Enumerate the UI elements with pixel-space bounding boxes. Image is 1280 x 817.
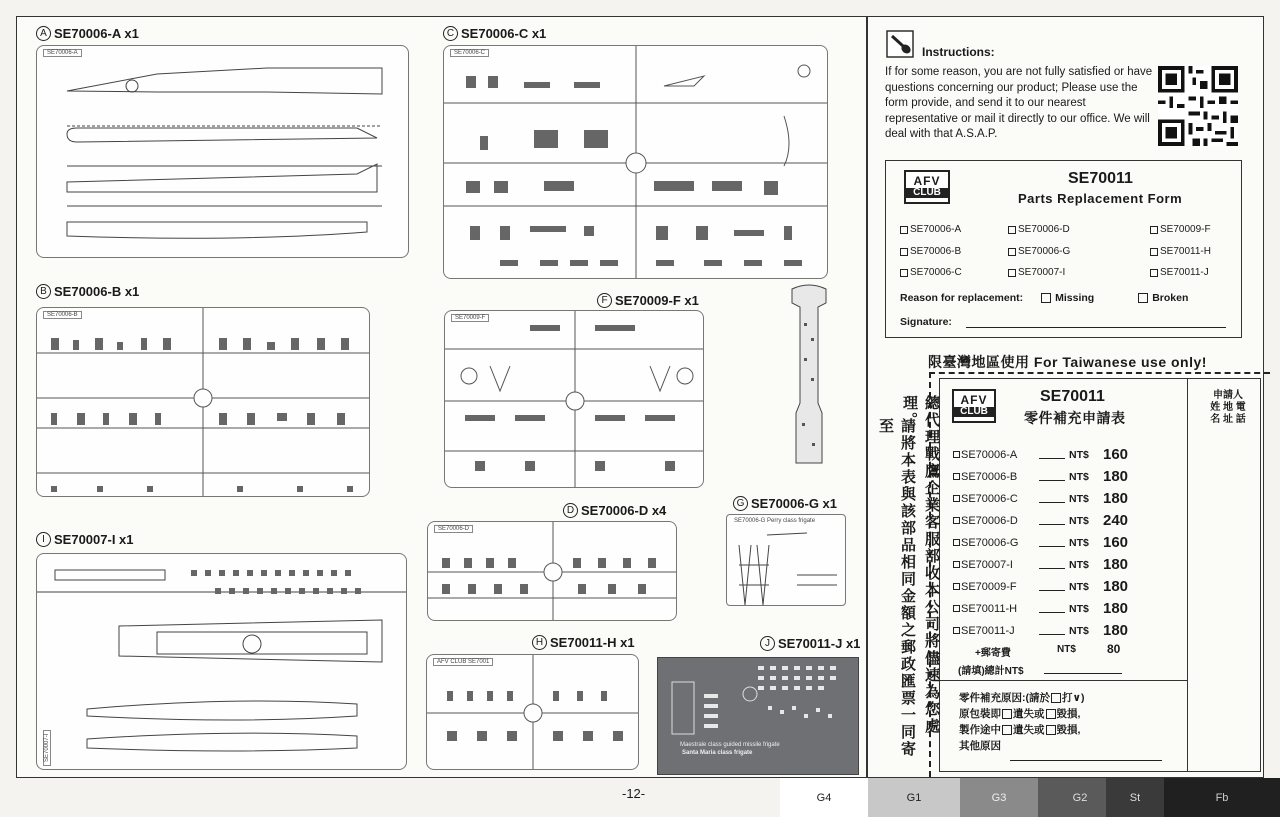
page-number: -12- xyxy=(622,786,646,801)
price-row-checkbox[interactable] xyxy=(953,605,960,612)
section-c-circle: C xyxy=(443,26,458,41)
price-row-currency: NT$ xyxy=(1069,536,1089,549)
price-row xyxy=(953,622,1128,639)
instructions-body: If for some reason, you are not fully satisfied or have questions concerning our product; Please use the form provide, and send it to our nearest representative or mail it directly to our office. We will deal with that A.S.A.P. xyxy=(885,66,1153,140)
color-tab: St xyxy=(1106,778,1164,817)
checkbox-label: SE70007-I xyxy=(1018,267,1066,278)
section-j-label xyxy=(760,636,860,651)
checkbox-box[interactable] xyxy=(900,226,908,234)
price-row-checkbox[interactable] xyxy=(953,451,960,458)
chinese-form-hdivider xyxy=(939,680,1187,681)
price-row-checkbox[interactable] xyxy=(953,473,960,480)
sprue-g-drawing xyxy=(727,515,846,606)
checkbox-se70006-d[interactable] xyxy=(1008,224,1070,235)
decal-sheet-drawing xyxy=(658,658,860,776)
price-row-value: 180 xyxy=(1103,600,1129,617)
sprue-d xyxy=(427,521,677,621)
checkbox-box[interactable] xyxy=(1150,226,1158,234)
cn-reason-row-2 xyxy=(959,722,1080,737)
color-tab: G3 xyxy=(960,778,1038,817)
cn-reason-title: 零件補充原因:(請於 xyxy=(959,692,1050,704)
price-row xyxy=(953,556,1128,573)
applicant-fields-2: 名 址 話 xyxy=(1210,414,1246,425)
reason-label: Reason for replacement: xyxy=(900,292,1024,304)
price-row-qty-field[interactable] xyxy=(1039,560,1065,569)
price-row-currency: NT$ xyxy=(1069,602,1089,615)
price-row-value: 180 xyxy=(1103,622,1129,639)
logo-bottom-text: CLUB xyxy=(906,188,948,198)
checkbox-label: SE70006-B xyxy=(910,246,962,257)
price-row-value: 180 xyxy=(1103,556,1129,573)
checkbox-se70006-g[interactable] xyxy=(1008,246,1070,257)
checkbox-box[interactable] xyxy=(1008,226,1016,234)
price-row-value: 180 xyxy=(1103,468,1129,485)
price-row-checkbox[interactable] xyxy=(953,627,960,634)
section-f-title: SE70009-F x1 xyxy=(615,293,699,308)
cn-reason-1b: 遺失或 xyxy=(1013,708,1045,720)
price-row-value: 240 xyxy=(1103,512,1129,529)
decal-sheet-j xyxy=(657,657,859,775)
price-row xyxy=(953,468,1128,485)
sprue-a-drawing xyxy=(37,46,409,258)
section-f-label xyxy=(597,293,699,308)
sprue-b-drawing xyxy=(37,308,370,497)
applicant-info xyxy=(1198,390,1258,426)
price-row-code: SE70011-H xyxy=(961,602,1018,615)
chinese-form-divider xyxy=(1187,378,1188,772)
sprue-d-tag: SE70006-D xyxy=(434,525,473,533)
section-b-circle: B xyxy=(36,284,51,299)
qr-code xyxy=(1158,66,1238,146)
signature-row xyxy=(900,316,952,328)
price-row-currency: NT$ xyxy=(1069,492,1089,505)
reason-row xyxy=(900,292,1188,304)
cn-reason-1c: 毀損, xyxy=(1056,708,1081,720)
price-row-qty-field[interactable] xyxy=(1039,516,1065,525)
sprue-c xyxy=(443,45,828,279)
sprue-b-tag: SE70006-B xyxy=(43,311,82,319)
section-j-title: SE70011-J x1 xyxy=(778,636,861,651)
color-tab: G4 xyxy=(780,778,868,817)
color-tab: G1 xyxy=(868,778,960,817)
price-row-qty-field[interactable] xyxy=(1039,626,1065,635)
tower-part-drawing xyxy=(786,283,832,471)
section-b-label xyxy=(36,284,139,299)
sprue-c-drawing xyxy=(444,46,828,279)
checkbox-label: SE70011-H xyxy=(1160,246,1211,257)
section-d-circle: D xyxy=(563,503,578,518)
price-row xyxy=(953,600,1128,617)
price-row xyxy=(953,490,1128,507)
afv-club-logo xyxy=(904,170,950,204)
applicant-fields: 姓 地 電 xyxy=(1210,402,1246,413)
checkbox-label: SE70006-A xyxy=(910,224,962,235)
section-h-label xyxy=(532,635,635,650)
sprue-h xyxy=(426,654,639,770)
decal-caption-1: Maestrale class guided missile frigate xyxy=(680,742,780,748)
price-row-checkbox[interactable] xyxy=(953,539,960,546)
cn-reason-3: 其他原因 xyxy=(959,740,1001,752)
cn-reason-title-end: 打∨) xyxy=(1062,692,1085,704)
checkbox-se70006-b[interactable] xyxy=(900,246,961,257)
price-row-qty-field[interactable] xyxy=(1039,604,1065,613)
price-row xyxy=(953,512,1128,529)
decal-caption-2: Santa Maria class frigate xyxy=(682,750,753,756)
postage-value: 80 xyxy=(1107,642,1121,656)
cn-reason-2-damaged-box[interactable] xyxy=(1046,725,1056,735)
sprue-a xyxy=(36,45,409,258)
section-j-circle: J xyxy=(760,636,775,651)
cn-reason-2c: 毀損, xyxy=(1056,724,1081,736)
postage-currency: NT$ xyxy=(1057,644,1076,655)
section-a-circle: A xyxy=(36,26,51,41)
cn-reason-1-damaged-box[interactable] xyxy=(1046,709,1056,719)
price-row-code: SE70006-B xyxy=(961,470,1018,483)
price-row-code: SE70006-G xyxy=(961,536,1019,549)
other-reason-field[interactable] xyxy=(1010,760,1162,761)
price-row-value: 160 xyxy=(1103,534,1129,551)
sprue-h-tag: AFV CLUB SE7001 xyxy=(433,658,493,666)
section-a-title: SE70006-A x1 xyxy=(54,26,139,41)
section-g-circle: G xyxy=(733,496,748,511)
price-row-value: 160 xyxy=(1103,446,1129,463)
price-row-currency: NT$ xyxy=(1069,558,1089,571)
checkbox-label: SE70011-J xyxy=(1160,267,1209,278)
section-g-label xyxy=(733,496,837,511)
price-row-checkbox[interactable] xyxy=(953,517,960,524)
checkbox-box[interactable] xyxy=(900,269,908,277)
price-row-checkbox[interactable] xyxy=(953,561,960,568)
sprue-f xyxy=(444,310,704,488)
section-c-label xyxy=(443,26,546,41)
signature-label: Signature: xyxy=(900,316,952,328)
section-h-circle: H xyxy=(532,635,547,650)
section-i-title: SE70007-I x1 xyxy=(54,532,134,547)
checkbox-se70009-f[interactable] xyxy=(1150,224,1211,235)
sprue-d-drawing xyxy=(428,522,677,621)
postage-label: +郵寄費 xyxy=(975,648,1011,659)
instructions-title: Instructions: xyxy=(922,45,995,59)
checkbox-label: SE70009-F xyxy=(1160,224,1211,235)
sprue-i-tag: SE70007-I xyxy=(43,730,51,766)
price-row-value: 180 xyxy=(1103,490,1129,507)
sprue-g-tag: SE70006-G Perry class frigate xyxy=(731,518,818,524)
signature-line[interactable] xyxy=(966,327,1226,328)
form-code: SE70011 xyxy=(1068,170,1133,187)
logo-top-text: AFV xyxy=(960,393,988,407)
section-f-circle: F xyxy=(597,293,612,308)
color-tab: Fb xyxy=(1164,778,1280,817)
missing-label: Missing xyxy=(1055,292,1095,304)
missing-checkbox[interactable] xyxy=(1041,293,1051,303)
price-row-checkbox[interactable] xyxy=(953,495,960,502)
total-field[interactable] xyxy=(1044,673,1122,674)
checkbox-box[interactable] xyxy=(1150,248,1158,256)
section-h-title: SE70011-H x1 xyxy=(550,635,635,650)
cn-reason-title-row xyxy=(959,690,1085,705)
checkbox-box[interactable] xyxy=(1008,269,1016,277)
cn-reason-2b: 遺失或 xyxy=(1013,724,1045,736)
price-row-code: SE70009-F xyxy=(961,580,1017,593)
sprue-a-tag: SE70006-A xyxy=(43,49,82,57)
cn-reason-2-lost-box[interactable] xyxy=(1002,725,1012,735)
cn-reason-1-lost-box[interactable] xyxy=(1002,709,1012,719)
section-c-title: SE70006-C x1 xyxy=(461,26,547,41)
total-label: (請填)總計NT$ xyxy=(958,666,1024,677)
cn-reason-row-3 xyxy=(959,738,1001,753)
price-row-qty-field[interactable] xyxy=(1039,450,1065,459)
form-cn-title: 零件補充申請表 xyxy=(1024,410,1126,426)
sprue-i-drawing xyxy=(37,554,407,770)
price-row-code: SE70006-A xyxy=(961,448,1018,461)
vertical-note-left: 請將本表與該部品相同金額之郵政匯票一同寄至 xyxy=(877,418,916,758)
sprue-g xyxy=(726,514,846,606)
sprue-f-drawing xyxy=(445,311,704,488)
price-row-code: SE70006-D xyxy=(961,514,1018,527)
price-row-checkbox[interactable] xyxy=(953,583,960,590)
sprue-b xyxy=(36,307,370,497)
checkbox-label: SE70006-C xyxy=(910,267,962,278)
color-tab: G2 xyxy=(1038,778,1122,817)
price-row-code: SE70006-C xyxy=(961,492,1018,505)
afv-club-logo-cn xyxy=(952,389,996,423)
checkbox-se70006-c[interactable] xyxy=(900,267,962,278)
checkbox-label: SE70006-G xyxy=(1018,246,1071,257)
price-row-qty-field[interactable] xyxy=(1039,472,1065,481)
checkbox-se70011-j[interactable] xyxy=(1150,267,1209,278)
logo-top-text: AFV xyxy=(913,174,941,188)
broken-label: Broken xyxy=(1152,292,1189,304)
section-b-title: SE70006-B x1 xyxy=(54,284,140,299)
sprue-c-tag: SE70006-C xyxy=(450,49,489,57)
price-row-currency: NT$ xyxy=(1069,448,1089,461)
cn-reason-box-sample xyxy=(1051,693,1061,703)
logo-bottom-text: CLUB xyxy=(954,407,994,417)
price-row-currency: NT$ xyxy=(1069,470,1089,483)
cn-reason-1a: 原包裝即 xyxy=(959,708,1001,720)
taiwan-only-note: 限臺灣地區使用 For Taiwanese use only! xyxy=(928,354,1207,370)
price-row xyxy=(953,578,1128,595)
panel-divider xyxy=(866,16,868,778)
price-row-qty-field[interactable] xyxy=(1039,538,1065,547)
checkbox-box[interactable] xyxy=(900,248,908,256)
checkbox-se70006-a[interactable] xyxy=(900,224,961,235)
checkbox-box[interactable] xyxy=(1008,248,1016,256)
price-row-code: SE70007-I xyxy=(961,558,1013,571)
section-i-circle: I xyxy=(36,532,51,547)
sprue-i xyxy=(36,553,407,770)
section-d-title: SE70006-D x4 xyxy=(581,503,667,518)
price-row-currency: NT$ xyxy=(1069,624,1089,637)
cn-reason-2a: 製作途中 xyxy=(959,724,1001,736)
sprue-f-tag: SE70009-F xyxy=(451,314,489,322)
checkbox-label: SE70006-D xyxy=(1018,224,1070,235)
price-row-qty-field[interactable] xyxy=(1039,494,1065,503)
checkbox-box[interactable] xyxy=(1150,269,1158,277)
form-title: Parts Replacement Form xyxy=(1018,191,1183,206)
vertical-note-right: 總代理戰鷹企業客服部收本公司將儘速為您處理。 xyxy=(901,395,940,735)
cn-reason-row-1 xyxy=(959,706,1080,721)
sprue-h-drawing xyxy=(427,655,639,770)
price-row-qty-field[interactable] xyxy=(1039,582,1065,591)
price-row-currency: NT$ xyxy=(1069,580,1089,593)
broken-checkbox[interactable] xyxy=(1138,293,1148,303)
checkbox-se70007-i[interactable] xyxy=(1008,267,1065,278)
price-row-code: SE70011-J xyxy=(961,624,1015,637)
checkbox-se70011-h[interactable] xyxy=(1150,246,1211,257)
section-d-label xyxy=(563,503,666,518)
section-i-label xyxy=(36,532,134,547)
section-a-label xyxy=(36,26,139,41)
pointer-icon xyxy=(886,30,914,58)
price-row-currency: NT$ xyxy=(1069,514,1089,527)
price-row xyxy=(953,446,1128,463)
section-g-title: SE70006-G x1 xyxy=(751,496,838,511)
price-row xyxy=(953,534,1128,551)
form-cn-code: SE70011 xyxy=(1040,388,1105,405)
applicant-label: 申請人 xyxy=(1213,390,1243,401)
price-row-value: 180 xyxy=(1103,578,1129,595)
